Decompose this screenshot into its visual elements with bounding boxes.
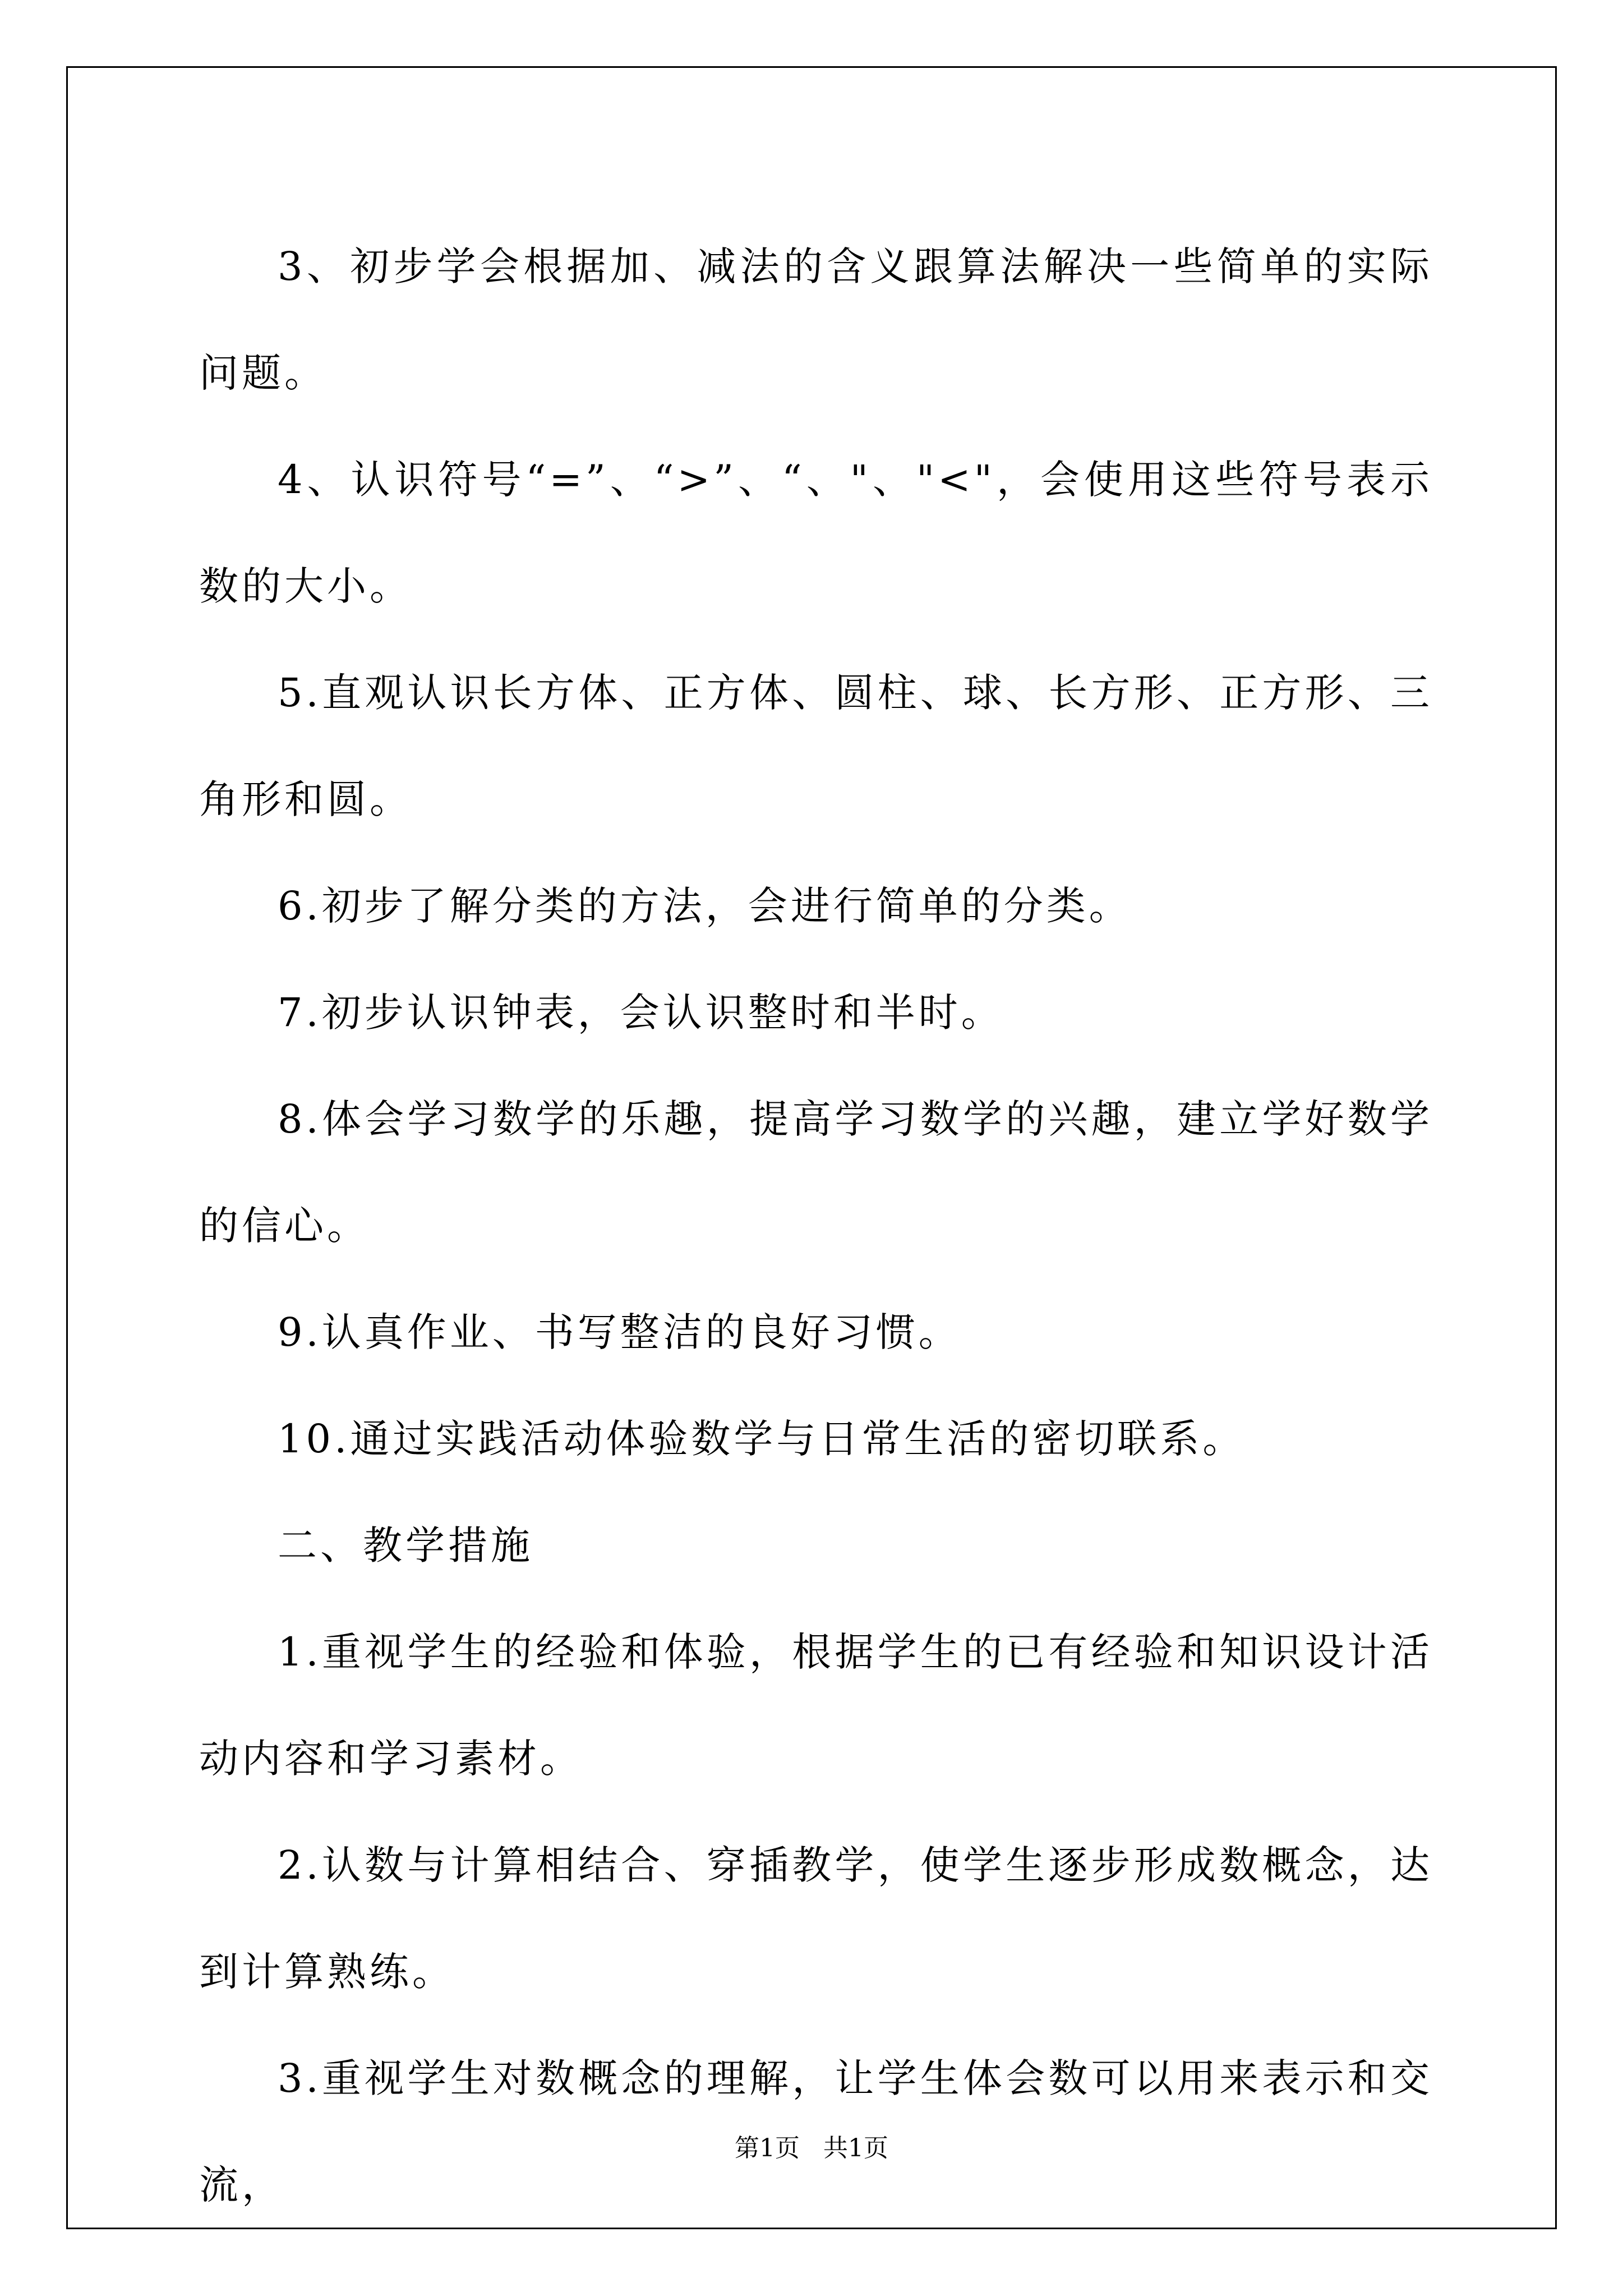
page-footer: 第1页 共1页	[735, 2134, 888, 2162]
paragraph-goal-5: 5.直观认识长方体、正方体、圆柱、球、长方形、正方形、三角形和圆。	[199, 670, 1433, 822]
paragraph-goal-8: 8.体会学习数学的乐趣，提高学习数学的兴趣，建立学好数学的信心。	[199, 1096, 1433, 1249]
paragraph-measure-1: 1.重视学生的经验和体验，根据学生的已有经验和知识设计活动内容和学习素材。	[199, 1629, 1433, 1782]
paragraph-measure-2: 2.认数与计算相结合、穿插教学，使学生逐步形成数概念，达到计算熟练。	[199, 1842, 1433, 1995]
paragraph-goal-6: 6.初步了解分类的方法，会进行简单的分类。	[278, 883, 1132, 929]
paragraph-goal-3: 3、初步学会根据加、减法的含义跟算法解决一些简单的实际问题。	[199, 243, 1433, 396]
paragraph-measure-3: 3.重视学生对数概念的理解，让学生体会数可以用来表示和交流，	[199, 2055, 1433, 2208]
paragraph-goal-4: 4、认识符号“=”、“>”、“、"、"<"，会使用这些符号表示数的大小。	[199, 457, 1433, 609]
paragraph-goal-10: 10.通过实践活动体验数学与日常生活的密切联系。	[278, 1416, 1246, 1462]
paragraph-goal-9: 9.认真作业、书写整洁的良好习惯。	[278, 1309, 961, 1355]
paragraph-goal-7: 7.初步认识钟表，会认识整时和半时。	[278, 990, 1004, 1036]
document-body	[199, 213, 1433, 2238]
section-heading-teaching-measures: 二、教学措施	[278, 1522, 533, 1568]
